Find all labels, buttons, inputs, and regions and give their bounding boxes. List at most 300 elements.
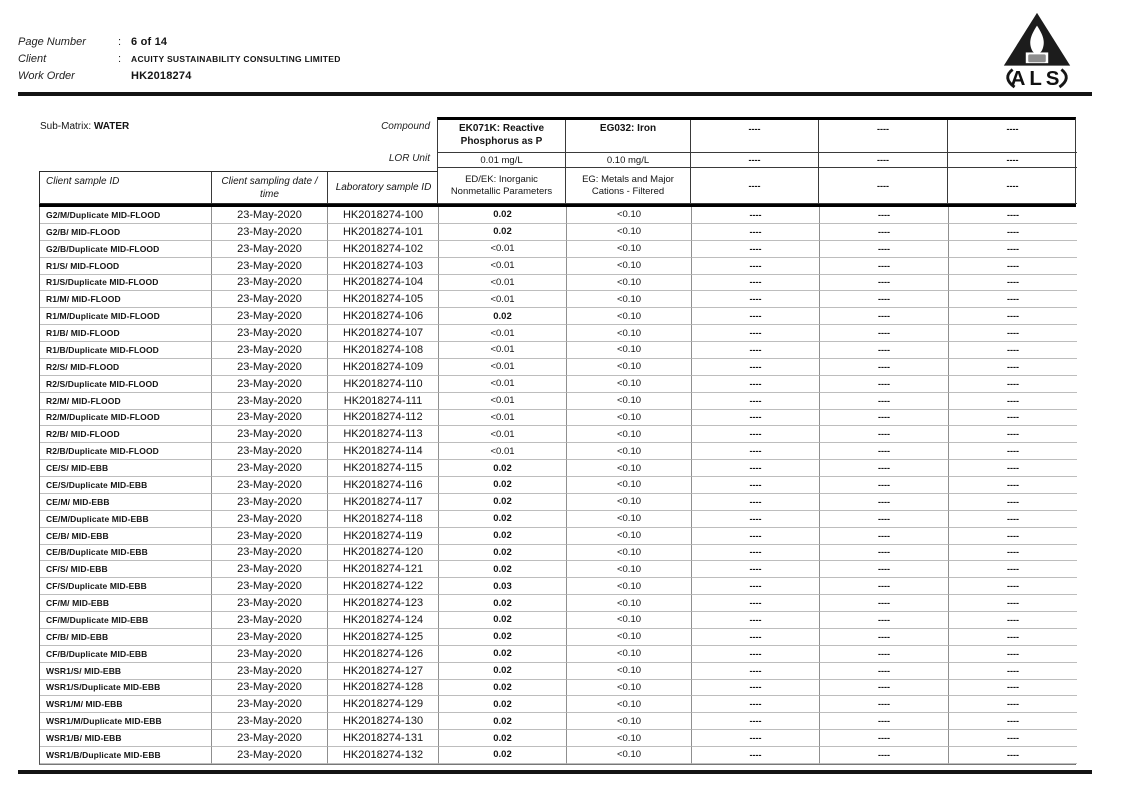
compound-title-empty: ----: [819, 120, 948, 153]
sample-id-cell: CE/S/Duplicate MID-EBB: [40, 477, 212, 494]
page-header: [18, 36, 341, 87]
date-cell: 23-May-2020: [212, 325, 328, 342]
value-cell: ----: [820, 224, 949, 241]
date-cell: 23-May-2020: [212, 460, 328, 477]
sample-id-cell: WSR1/M/Duplicate MID-EBB: [40, 713, 212, 730]
value-cell: ----: [949, 663, 1077, 680]
value-cell: ----: [949, 275, 1077, 292]
value-cell: 0.02: [439, 747, 567, 764]
value-cell: ----: [949, 241, 1077, 258]
value-cell: <0.10: [567, 275, 692, 292]
value-cell: 0.02: [439, 477, 567, 494]
sample-id-cell: R1/B/ MID-FLOOD: [40, 325, 212, 342]
date-cell: 23-May-2020: [212, 258, 328, 275]
date-cell: 23-May-2020: [212, 629, 328, 646]
sub-matrix-value: WATER: [93, 121, 130, 132]
date-cell: 23-May-2020: [212, 511, 328, 528]
client-label: Client: [18, 53, 47, 65]
value-cell: ----: [949, 646, 1077, 663]
sample-id-cell: CE/S/ MID-EBB: [40, 460, 212, 477]
value-cell: ----: [820, 663, 949, 680]
value-cell: ----: [949, 291, 1077, 308]
date-cell: 23-May-2020: [212, 528, 328, 545]
date-cell: 23-May-2020: [212, 393, 328, 410]
value-cell: <0.10: [567, 258, 692, 275]
value-cell: ----: [949, 494, 1077, 511]
logo-burner: [1028, 54, 1046, 62]
compound-title-empty: ----: [948, 120, 1077, 153]
date-cell: 23-May-2020: [212, 680, 328, 697]
value-cell: ----: [820, 207, 949, 224]
compound-axis-label: Compound: [381, 121, 430, 132]
value-cell: ----: [820, 258, 949, 275]
sample-id-cell: CF/M/Duplicate MID-EBB: [40, 612, 212, 629]
value-cell: <0.10: [567, 224, 692, 241]
value-cell: <0.10: [567, 241, 692, 258]
value-cell: ----: [692, 325, 820, 342]
lab-id-cell: HK2018274-122: [328, 578, 439, 595]
lab-id-cell: HK2018274-109: [328, 359, 439, 376]
lab-id-cell: HK2018274-130: [328, 713, 439, 730]
value-cell: ----: [692, 426, 820, 443]
value-cell: ----: [949, 578, 1077, 595]
date-cell: 23-May-2020: [212, 545, 328, 562]
lab-id-cell: HK2018274-129: [328, 696, 439, 713]
date-cell: 23-May-2020: [212, 730, 328, 747]
value-cell: ----: [949, 561, 1077, 578]
date-cell: 23-May-2020: [212, 713, 328, 730]
value-cell: ----: [692, 561, 820, 578]
value-cell: ----: [949, 477, 1077, 494]
lor-value: 0.10 mg/L: [566, 153, 691, 168]
value-cell: ----: [692, 241, 820, 258]
value-cell: ----: [692, 477, 820, 494]
sample-id-cell: G2/B/ MID-FLOOD: [40, 224, 212, 241]
value-cell: ----: [949, 747, 1077, 764]
sample-id-cell: CF/M/ MID-EBB: [40, 595, 212, 612]
value-cell: <0.10: [567, 207, 692, 224]
lab-id-cell: HK2018274-104: [328, 275, 439, 292]
value-cell: ----: [949, 224, 1077, 241]
lab-id-cell: HK2018274-124: [328, 612, 439, 629]
result-columns-header: [437, 117, 1076, 204]
value-cell: 0.02: [439, 680, 567, 697]
sampling-date-header: Client sampling date / time: [212, 172, 328, 203]
value-cell: <0.10: [567, 680, 692, 697]
lab-id-cell: HK2018274-112: [328, 410, 439, 427]
value-cell: ----: [820, 696, 949, 713]
date-cell: 23-May-2020: [212, 426, 328, 443]
value-cell: ----: [820, 410, 949, 427]
lab-id-cell: HK2018274-100: [328, 207, 439, 224]
value-cell: ----: [820, 426, 949, 443]
date-cell: 23-May-2020: [212, 376, 328, 393]
date-cell: 23-May-2020: [212, 663, 328, 680]
lab-id-cell: HK2018274-105: [328, 291, 439, 308]
value-cell: ----: [692, 291, 820, 308]
value-cell: <0.01: [439, 342, 567, 359]
sample-id-cell: CF/S/Duplicate MID-EBB: [40, 578, 212, 595]
value-cell: ----: [820, 680, 949, 697]
value-cell: <0.10: [567, 561, 692, 578]
value-cell: <0.10: [567, 460, 692, 477]
work-order-row: [18, 70, 341, 87]
lab-sample-id-header: Laboratory sample ID: [335, 182, 432, 193]
sample-id-cell: CE/B/ MID-EBB: [40, 528, 212, 545]
value-cell: ----: [820, 612, 949, 629]
value-cell: <0.10: [567, 696, 692, 713]
value-cell: ----: [692, 595, 820, 612]
value-cell: <0.10: [567, 308, 692, 325]
date-cell: 23-May-2020: [212, 410, 328, 427]
value-cell: ----: [949, 325, 1077, 342]
value-cell: ----: [692, 460, 820, 477]
value-cell: <0.10: [567, 646, 692, 663]
date-cell: 23-May-2020: [212, 359, 328, 376]
lab-id-cell: HK2018274-132: [328, 747, 439, 764]
value-cell: ----: [949, 595, 1077, 612]
value-cell: ----: [949, 680, 1077, 697]
page-number-row: [18, 36, 341, 53]
lab-id-cell: HK2018274-117: [328, 494, 439, 511]
value-cell: ----: [692, 663, 820, 680]
lab-id-cell: HK2018274-114: [328, 443, 439, 460]
value-cell: ----: [949, 393, 1077, 410]
lab-id-cell: HK2018274-121: [328, 561, 439, 578]
value-cell: <0.01: [439, 258, 567, 275]
date-cell: 23-May-2020: [212, 612, 328, 629]
value-cell: ----: [692, 646, 820, 663]
value-cell: ----: [692, 612, 820, 629]
lab-id-cell: HK2018274-125: [328, 629, 439, 646]
value-cell: 0.02: [439, 207, 567, 224]
value-cell: ----: [949, 545, 1077, 562]
value-cell: ----: [820, 342, 949, 359]
value-cell: 0.02: [439, 494, 567, 511]
value-cell: ----: [692, 578, 820, 595]
date-cell: 23-May-2020: [212, 241, 328, 258]
date-cell: 23-May-2020: [212, 477, 328, 494]
value-cell: ----: [949, 207, 1077, 224]
value-cell: ----: [949, 696, 1077, 713]
value-cell: 0.02: [439, 595, 567, 612]
colon: :: [118, 36, 122, 48]
sample-id-cell: WSR1/M/ MID-EBB: [40, 696, 212, 713]
client-row: [18, 53, 341, 70]
value-cell: ----: [692, 528, 820, 545]
value-cell: <0.10: [567, 595, 692, 612]
value-cell: ----: [820, 578, 949, 595]
lab-id-cell: HK2018274-119: [328, 528, 439, 545]
lab-id-cell: HK2018274-110: [328, 376, 439, 393]
logo-text: ALS: [1010, 67, 1064, 90]
value-cell: ----: [692, 308, 820, 325]
value-cell: <0.10: [567, 426, 692, 443]
sample-id-cell: R1/S/Duplicate MID-FLOOD: [40, 275, 212, 292]
lab-id-cell: HK2018274-128: [328, 680, 439, 697]
value-cell: ----: [692, 207, 820, 224]
lab-id-cell: HK2018274-103: [328, 258, 439, 275]
value-cell: ----: [820, 443, 949, 460]
value-cell: ----: [692, 747, 820, 764]
value-cell: <0.10: [567, 325, 692, 342]
value-cell: <0.01: [439, 241, 567, 258]
work-order-label: Work Order: [18, 70, 75, 82]
value-cell: ----: [820, 629, 949, 646]
sample-columns-header: [39, 171, 438, 204]
sample-id-cell: R1/S/ MID-FLOOD: [40, 258, 212, 275]
date-cell: 23-May-2020: [212, 578, 328, 595]
value-cell: ----: [949, 359, 1077, 376]
value-cell: 0.02: [439, 308, 567, 325]
value-cell: ----: [692, 680, 820, 697]
value-cell: 0.02: [439, 561, 567, 578]
lab-id-cell: HK2018274-127: [328, 663, 439, 680]
sub-matrix-label: Sub-Matrix:: [40, 121, 92, 132]
date-cell: 23-May-2020: [212, 443, 328, 460]
date-cell: 23-May-2020: [212, 494, 328, 511]
date-cell: 23-May-2020: [212, 561, 328, 578]
compound-title: EK071K: Reactive Phosphorus as P: [438, 120, 566, 153]
value-cell: <0.10: [567, 511, 692, 528]
footer-rule: [18, 770, 1092, 774]
value-cell: ----: [692, 275, 820, 292]
value-cell: <0.10: [567, 629, 692, 646]
value-cell: <0.10: [567, 342, 692, 359]
lab-id-cell: HK2018274-107: [328, 325, 439, 342]
lab-id-cell: HK2018274-111: [328, 393, 439, 410]
value-cell: <0.10: [567, 545, 692, 562]
value-cell: 0.03: [439, 578, 567, 595]
value-cell: ----: [949, 511, 1077, 528]
lor-value-empty: ----: [948, 153, 1077, 168]
value-cell: 0.02: [439, 224, 567, 241]
value-cell: ----: [949, 713, 1077, 730]
lab-id-cell: HK2018274-120: [328, 545, 439, 562]
compound-title: EG032: Iron: [566, 120, 691, 153]
value-cell: ----: [820, 376, 949, 393]
value-cell: ----: [949, 258, 1077, 275]
value-cell: <0.01: [439, 393, 567, 410]
value-cell: ----: [692, 696, 820, 713]
method-group: ED/EK: Inorganic Nonmetallic Parameters: [438, 168, 566, 204]
value-cell: <0.10: [567, 291, 692, 308]
compound-title-empty: ----: [691, 120, 819, 153]
value-cell: ----: [820, 595, 949, 612]
lab-id-cell: HK2018274-118: [328, 511, 439, 528]
date-cell: 23-May-2020: [212, 342, 328, 359]
lor-value: 0.01 mg/L: [438, 153, 566, 168]
value-cell: <0.10: [567, 747, 692, 764]
als-logo: [993, 10, 1081, 90]
value-cell: ----: [949, 730, 1077, 747]
value-cell: 0.02: [439, 730, 567, 747]
date-cell: 23-May-2020: [212, 275, 328, 292]
value-cell: ----: [820, 291, 949, 308]
value-cell: 0.02: [439, 713, 567, 730]
method-group: EG: Metals and Major Cations - Filtered: [566, 168, 691, 204]
method-group-empty: ----: [691, 168, 819, 204]
value-cell: 0.02: [439, 629, 567, 646]
value-cell: ----: [820, 275, 949, 292]
value-cell: ----: [692, 511, 820, 528]
sample-id-cell: WSR1/B/ MID-EBB: [40, 730, 212, 747]
lab-id-cell: HK2018274-106: [328, 308, 439, 325]
value-cell: <0.01: [439, 359, 567, 376]
sample-id-cell: G2/B/Duplicate MID-FLOOD: [40, 241, 212, 258]
value-cell: ----: [949, 342, 1077, 359]
lab-id-cell: HK2018274-102: [328, 241, 439, 258]
sample-id-cell: CE/M/ MID-EBB: [40, 494, 212, 511]
value-cell: 0.02: [439, 646, 567, 663]
value-cell: 0.02: [439, 511, 567, 528]
sample-id-cell: R2/M/Duplicate MID-FLOOD: [40, 410, 212, 427]
sample-id-cell: R2/M/ MID-FLOOD: [40, 393, 212, 410]
value-cell: ----: [820, 561, 949, 578]
colon: :: [118, 53, 122, 65]
value-cell: <0.01: [439, 410, 567, 427]
value-cell: ----: [692, 393, 820, 410]
value-cell: ----: [949, 528, 1077, 545]
sample-id-cell: CF/B/Duplicate MID-EBB: [40, 646, 212, 663]
value-cell: <0.10: [567, 443, 692, 460]
value-cell: ----: [820, 511, 949, 528]
date-cell: 23-May-2020: [212, 696, 328, 713]
sample-id-cell: CF/S/ MID-EBB: [40, 561, 212, 578]
value-cell: ----: [692, 545, 820, 562]
value-cell: <0.01: [439, 291, 567, 308]
date-cell: 23-May-2020: [212, 291, 328, 308]
work-order-value: HK2018274: [131, 70, 192, 82]
value-cell: ----: [820, 545, 949, 562]
date-cell: 23-May-2020: [212, 207, 328, 224]
value-cell: ----: [692, 342, 820, 359]
value-cell: ----: [820, 713, 949, 730]
client-value: ACUITY SUSTAINABILITY CONSULTING LIMITED: [131, 54, 341, 64]
value-cell: ----: [949, 426, 1077, 443]
value-cell: 0.02: [439, 612, 567, 629]
date-cell: 23-May-2020: [212, 224, 328, 241]
lor-unit-axis-label: LOR Unit: [388, 153, 430, 164]
value-cell: ----: [820, 393, 949, 410]
page-number-label: Page Number: [18, 36, 86, 48]
value-cell: <0.01: [439, 325, 567, 342]
value-cell: ----: [820, 359, 949, 376]
value-cell: <0.01: [439, 426, 567, 443]
sample-id-cell: R2/B/Duplicate MID-FLOOD: [40, 443, 212, 460]
als-logo-icon: [993, 10, 1081, 90]
lab-id-cell: HK2018274-113: [328, 426, 439, 443]
value-cell: ----: [949, 410, 1077, 427]
value-cell: <0.01: [439, 275, 567, 292]
value-cell: <0.10: [567, 663, 692, 680]
sample-id-cell: WSR1/S/Duplicate MID-EBB: [40, 680, 212, 697]
sample-id-cell: WSR1/B/Duplicate MID-EBB: [40, 747, 212, 764]
lab-id-cell: HK2018274-101: [328, 224, 439, 241]
results-grid: [39, 207, 1076, 765]
value-cell: <0.10: [567, 713, 692, 730]
client-sample-id-header: Client sample ID: [40, 172, 212, 203]
value-cell: ----: [949, 460, 1077, 477]
value-cell: <0.10: [567, 494, 692, 511]
sample-id-cell: R2/S/ MID-FLOOD: [40, 359, 212, 376]
value-cell: ----: [692, 410, 820, 427]
value-cell: ----: [692, 376, 820, 393]
value-cell: ----: [949, 443, 1077, 460]
value-cell: ----: [949, 629, 1077, 646]
value-cell: ----: [820, 325, 949, 342]
lab-id-cell: HK2018274-108: [328, 342, 439, 359]
lab-id-cell: HK2018274-116: [328, 477, 439, 494]
value-cell: 0.02: [439, 460, 567, 477]
lab-id-cell: HK2018274-131: [328, 730, 439, 747]
value-cell: ----: [820, 241, 949, 258]
value-cell: <0.10: [567, 393, 692, 410]
value-cell: <0.10: [567, 578, 692, 595]
value-cell: ----: [949, 376, 1077, 393]
value-cell: ----: [820, 477, 949, 494]
lor-value-empty: ----: [691, 153, 819, 168]
lab-id-cell: HK2018274-115: [328, 460, 439, 477]
value-cell: ----: [820, 646, 949, 663]
value-cell: ----: [949, 612, 1077, 629]
value-cell: <0.10: [567, 477, 692, 494]
value-cell: <0.10: [567, 528, 692, 545]
method-group-empty: ----: [948, 168, 1077, 204]
value-cell: <0.01: [439, 376, 567, 393]
value-cell: 0.02: [439, 528, 567, 545]
date-cell: 23-May-2020: [212, 595, 328, 612]
sample-id-cell: G2/M/Duplicate MID-FLOOD: [40, 207, 212, 224]
lab-id-cell: HK2018274-123: [328, 595, 439, 612]
sub-matrix: [40, 121, 129, 132]
sample-id-cell: CF/B/ MID-EBB: [40, 629, 212, 646]
value-cell: ----: [949, 308, 1077, 325]
value-cell: 0.02: [439, 663, 567, 680]
value-cell: ----: [820, 528, 949, 545]
lor-value-empty: ----: [819, 153, 948, 168]
value-cell: ----: [692, 224, 820, 241]
value-cell: <0.10: [567, 730, 692, 747]
sample-id-cell: CE/M/Duplicate MID-EBB: [40, 511, 212, 528]
value-cell: <0.10: [567, 359, 692, 376]
value-cell: ----: [820, 494, 949, 511]
page-number-value: 6 of 14: [131, 36, 168, 48]
value-cell: ----: [820, 730, 949, 747]
value-cell: <0.10: [567, 612, 692, 629]
sample-id-cell: R2/B/ MID-FLOOD: [40, 426, 212, 443]
header-rule: [18, 92, 1092, 96]
sample-id-cell: R1/M/Duplicate MID-FLOOD: [40, 308, 212, 325]
value-cell: ----: [692, 629, 820, 646]
value-cell: ----: [692, 359, 820, 376]
sample-id-cell: R2/S/Duplicate MID-FLOOD: [40, 376, 212, 393]
sample-id-cell: R1/M/ MID-FLOOD: [40, 291, 212, 308]
sample-id-cell: R1/B/Duplicate MID-FLOOD: [40, 342, 212, 359]
value-cell: <0.01: [439, 443, 567, 460]
value-cell: ----: [692, 713, 820, 730]
value-cell: ----: [820, 747, 949, 764]
method-group-empty: ----: [819, 168, 948, 204]
value-cell: 0.02: [439, 696, 567, 713]
value-cell: ----: [692, 443, 820, 460]
value-cell: 0.02: [439, 545, 567, 562]
value-cell: ----: [820, 460, 949, 477]
value-cell: <0.10: [567, 410, 692, 427]
date-cell: 23-May-2020: [212, 646, 328, 663]
date-cell: 23-May-2020: [212, 308, 328, 325]
sample-id-cell: WSR1/S/ MID-EBB: [40, 663, 212, 680]
